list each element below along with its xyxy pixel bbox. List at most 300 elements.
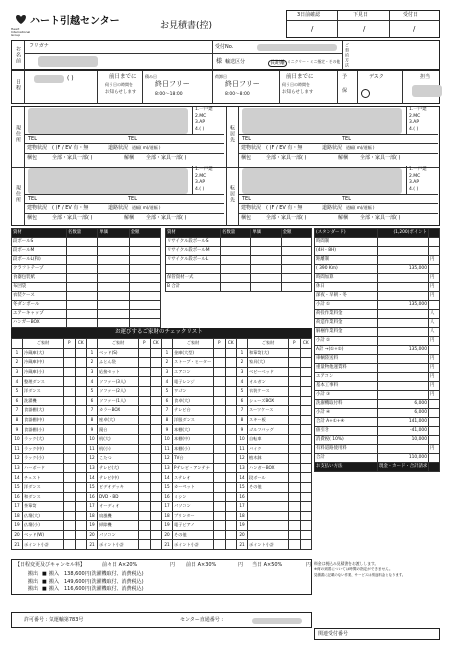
check-cell[interactable] (150, 511, 162, 521)
qty-cell (221, 265, 251, 274)
table-row (315, 400, 440, 409)
checklist-number: 17 (237, 502, 248, 512)
check-cell[interactable] (300, 463, 312, 473)
floor-option: 4.( ) (195, 186, 205, 192)
checklist-number: 9 (87, 425, 98, 435)
points-cell (289, 530, 301, 540)
check-cell[interactable] (225, 454, 237, 464)
amount-cell (281, 283, 311, 292)
checklist-number: 21 (237, 540, 248, 550)
points-cell (64, 367, 76, 377)
unit-cell (98, 319, 129, 328)
points-cell (214, 492, 226, 502)
check-cell[interactable] (225, 521, 237, 531)
check-cell[interactable] (75, 415, 87, 425)
name-section (11, 40, 440, 70)
table-row (12, 319, 161, 328)
unpack-scope: 全部・家具一部( ) (360, 215, 401, 221)
check-cell[interactable] (75, 530, 87, 540)
check-cell[interactable] (150, 502, 162, 512)
points-cell (214, 473, 226, 483)
price-label: 荷造作業料金 (315, 319, 378, 328)
check-cell[interactable] (300, 511, 312, 521)
price-value (378, 445, 429, 454)
table-row (12, 444, 312, 454)
price-label: 合計 (315, 454, 378, 463)
checklist-item (248, 492, 289, 502)
price-label: 値引き (315, 427, 378, 436)
table-row (12, 292, 161, 301)
check-cell[interactable] (300, 502, 312, 512)
check-cell[interactable] (300, 396, 312, 406)
check-cell[interactable] (75, 425, 87, 435)
checklist-item: スーツケース (248, 406, 289, 416)
check-cell[interactable] (75, 396, 87, 406)
checklist-item: 食器棚(大) (23, 406, 64, 416)
unpack-scope: 全部・家具一部( ) (146, 155, 187, 161)
road-label: 道路状況 (108, 205, 129, 211)
points-cell (64, 521, 76, 531)
checklist-item: TV台 (173, 454, 214, 464)
points-cell (139, 348, 151, 358)
checklist-item: ハンガーBOX (248, 463, 289, 473)
check-cell[interactable] (300, 386, 312, 396)
check-cell[interactable] (75, 492, 87, 502)
checklist-item: 洋服ダンス (173, 415, 214, 425)
table-row (315, 265, 440, 274)
checklist-header-cell: ご家財 (173, 339, 214, 349)
checklist-number: 4 (162, 377, 173, 387)
check-cell[interactable] (150, 530, 162, 540)
check-cell[interactable] (75, 358, 87, 368)
check-cell[interactable] (300, 540, 312, 550)
checklist-item: 家具(大) (248, 358, 289, 368)
checklist-number: 21 (87, 540, 98, 550)
table-row (315, 274, 440, 283)
check-cell[interactable] (300, 425, 312, 435)
points-cell (289, 406, 301, 416)
materials-header (12, 229, 161, 238)
price-value: 135,000 (378, 265, 429, 274)
check-cell[interactable] (150, 521, 162, 531)
table-row (315, 454, 440, 463)
points-cell (289, 396, 301, 406)
price-unit (429, 454, 440, 463)
check-cell[interactable] (150, 492, 162, 502)
table-row (12, 367, 312, 377)
table-row (166, 265, 312, 274)
checklist-header-cell: P (289, 339, 301, 349)
check-cell[interactable] (150, 425, 162, 435)
points-cell (214, 425, 226, 435)
amount-cell (129, 247, 160, 256)
price-label: 時間制 (315, 238, 378, 247)
points-cell (139, 530, 151, 540)
points-cell (64, 482, 76, 492)
checklist-number: 16 (162, 492, 173, 502)
checklist-number: 19 (162, 521, 173, 531)
check-cell[interactable] (150, 386, 162, 396)
points-cell (139, 463, 151, 473)
points-cell (289, 511, 301, 521)
material-name (166, 265, 221, 274)
check-cell[interactable] (225, 540, 237, 550)
points-cell (64, 502, 76, 512)
check-cell[interactable] (75, 386, 87, 396)
checklist-item: ラック(大) (23, 434, 64, 444)
check-cell[interactable] (75, 377, 87, 387)
amount-cell (129, 310, 160, 319)
points-cell (64, 463, 76, 473)
check-cell[interactable] (300, 482, 312, 492)
check-cell[interactable] (225, 425, 237, 435)
floor-option: 1.一戸建 (409, 167, 427, 172)
table-row (315, 229, 440, 238)
tantou-label: 担当 (420, 74, 431, 80)
checklist-number: 6 (87, 396, 98, 406)
checklist-item (248, 511, 289, 521)
line-text: 149,600円(洗濯機取付、消費税込) (64, 578, 144, 585)
checklist-number: 19 (12, 521, 23, 531)
checklist-title: お運びするご家財のチェックリスト (115, 329, 203, 335)
checklist-title-band (11, 328, 312, 338)
table-row (12, 492, 312, 502)
check-cell[interactable] (300, 434, 312, 444)
amount-cell (281, 274, 311, 283)
points-cell (139, 406, 151, 416)
company-small: Heart International Group (11, 27, 31, 37)
checklist-item: ゴルフバッグ (248, 425, 289, 435)
loading-time: 8:00〜18:00 (155, 92, 183, 97)
check-cell[interactable] (225, 511, 237, 521)
check-cell[interactable] (150, 415, 162, 425)
checklist-item: その他 (173, 530, 214, 540)
table-row (315, 382, 440, 391)
checklist-item: ソファー(3人) (98, 377, 139, 387)
checklist-number: 8 (237, 415, 248, 425)
road-label: 道路状況 (108, 145, 129, 151)
table-row (315, 247, 440, 256)
check-cell[interactable] (75, 406, 87, 416)
check-cell[interactable] (150, 454, 162, 464)
unit-cell (98, 265, 129, 274)
receipt-no-label: 受付No. (215, 44, 234, 50)
table-row (12, 301, 161, 310)
check-cell[interactable] (75, 348, 87, 358)
points-cell (214, 396, 226, 406)
checklist-header-cell: CK (300, 339, 312, 349)
table-row (315, 418, 440, 427)
points-cell (214, 454, 226, 464)
points-cell (139, 502, 151, 512)
check-cell[interactable] (300, 454, 312, 464)
check-cell[interactable] (225, 386, 237, 396)
note-3: 見積書に記載のない作業、サービスは別途料金となります。 (314, 573, 406, 577)
checklist-number: 19 (87, 521, 98, 531)
company-logo (14, 12, 28, 28)
floor-option: 1.一戸建 (195, 167, 213, 172)
points-cell (214, 502, 226, 512)
check-cell[interactable] (300, 348, 312, 358)
points-cell (139, 521, 151, 531)
checklist-number: 18 (162, 511, 173, 521)
checklist-number: 9 (12, 425, 23, 435)
notice-3: お知らせします (105, 90, 137, 95)
checklist-number: 11 (237, 444, 248, 454)
points-cell (64, 434, 76, 444)
checklist-item: プリンター (173, 511, 214, 521)
check-cell[interactable] (75, 473, 87, 483)
check-cell[interactable] (225, 492, 237, 502)
notice-2: 伺う日の時間を (105, 82, 133, 87)
points-cell (289, 434, 301, 444)
price-unit (429, 301, 440, 310)
checklist-item: ラック(中) (23, 444, 64, 454)
unit-cell (251, 283, 281, 292)
materials-header (166, 229, 312, 238)
points-cell (289, 386, 301, 396)
amount-cell (129, 301, 160, 310)
price-value (378, 310, 429, 319)
points-cell (289, 502, 301, 512)
price-unit: 円 (429, 256, 440, 265)
check-cell[interactable] (150, 434, 162, 444)
check-cell[interactable] (75, 511, 87, 521)
check-cell[interactable] (225, 434, 237, 444)
checklist-item: 食卓(大) (173, 396, 214, 406)
price-unit (429, 247, 440, 256)
checklist-number: 21 (12, 540, 23, 550)
check-cell[interactable] (150, 377, 162, 387)
check-cell[interactable] (75, 502, 87, 512)
floor-option: 2.MC (195, 173, 207, 179)
check-cell[interactable] (75, 540, 87, 550)
note-1: 料金は税込み見積書をお渡しします。 (314, 561, 379, 566)
checklist-number: 5 (12, 386, 23, 396)
center-number: センター直通番号 : (180, 617, 224, 623)
checklist-item: ポイント小計 (98, 540, 139, 550)
checklist-number: 11 (12, 444, 23, 454)
floor-option: 3.AP (409, 120, 420, 125)
floor-ev: ( )F / EV 有・無 (266, 145, 303, 151)
line-item: 搬入 (49, 586, 60, 592)
check-cell[interactable] (75, 434, 87, 444)
table-row (315, 283, 440, 292)
check-cell[interactable] (75, 444, 87, 454)
price-label: エアコン (315, 373, 378, 382)
points-cell (139, 540, 151, 550)
check-cell[interactable] (300, 415, 312, 425)
price-unit (429, 265, 440, 274)
table-row (315, 427, 440, 436)
line-item: 搬入 (49, 578, 60, 585)
notice2-2: 伺う日の時間を (282, 82, 310, 87)
price-value (378, 355, 429, 364)
check-cell[interactable] (150, 473, 162, 483)
check-cell[interactable] (225, 482, 237, 492)
price-unit (429, 238, 440, 247)
checklist-number: 6 (237, 396, 248, 406)
table-row (12, 238, 161, 247)
table-row (12, 310, 161, 319)
materials-header-cell: 資材 (166, 229, 221, 238)
check-cell[interactable] (150, 348, 162, 358)
qty-cell (221, 283, 251, 292)
name-redacted (38, 56, 98, 67)
checklist-item: チェスト (23, 473, 64, 483)
checklist-item: オーディオ (98, 502, 139, 512)
checklist-item: 応接セット (98, 367, 139, 377)
check-cell[interactable] (150, 358, 162, 368)
points-cell (214, 530, 226, 540)
points-cell (214, 463, 226, 473)
check-cell[interactable] (300, 406, 312, 416)
check-cell[interactable] (225, 415, 237, 425)
checklist-item (248, 502, 289, 512)
price-unit: 円 (429, 274, 440, 283)
price-unit: 円 (429, 337, 440, 346)
check-cell[interactable] (225, 502, 237, 512)
table-row (166, 283, 312, 292)
check-cell[interactable] (225, 348, 237, 358)
check-cell[interactable] (300, 358, 312, 368)
check-cell[interactable] (150, 444, 162, 454)
checklist-number: 15 (87, 482, 98, 492)
checklist-number: 18 (87, 511, 98, 521)
price-unit: 円 (429, 355, 440, 364)
checklist-number: 15 (162, 482, 173, 492)
checklist-number: 14 (162, 473, 173, 483)
check-cell[interactable] (225, 377, 237, 387)
check-cell[interactable] (225, 463, 237, 473)
points-cell (214, 386, 226, 396)
table-row (166, 247, 312, 256)
points-cell (64, 444, 76, 454)
table-row (315, 337, 440, 346)
line-text: 116,600円(洗濯機取付、消費税込) (64, 586, 144, 592)
amount-cell (281, 247, 311, 256)
price-label: 深夜・早朝・冬 (315, 292, 378, 301)
material-name: クラフトテープ (12, 265, 67, 274)
slash: / (363, 25, 366, 33)
checklist-item: 洗濯機 (23, 396, 64, 406)
floor-option: 3.AP (195, 180, 206, 185)
material-name: 布団袋 (12, 283, 67, 292)
price-label: 小計 ② (315, 337, 378, 346)
checklist-number: 9 (162, 425, 173, 435)
tel-label-2: TEL (342, 196, 351, 202)
pack-label: 梱包 (241, 155, 252, 161)
table-row (315, 436, 440, 445)
table-row (12, 425, 312, 435)
checklist-item: パソコン (98, 530, 139, 540)
price-value (378, 247, 429, 256)
points-cell (214, 434, 226, 444)
building-label: 建物状況 (241, 145, 262, 151)
unit-cell (98, 301, 129, 310)
checklist-number: 3 (237, 367, 248, 377)
table-row (12, 482, 312, 492)
check-cell[interactable] (225, 406, 237, 416)
checklist-item: ふとん袋 (98, 358, 139, 368)
points-cell (289, 463, 301, 473)
unloading-time: 8:00〜8:00 (225, 92, 250, 97)
price-unit: 円 (429, 391, 440, 400)
checklist-number: 20 (162, 530, 173, 540)
checklist-number: 20 (12, 530, 23, 540)
check-cell[interactable] (75, 521, 87, 531)
points-cell (139, 473, 151, 483)
name-label: お名前 (15, 46, 21, 64)
check-cell[interactable] (75, 463, 87, 473)
checklist-item: 金庫(大型) (173, 348, 214, 358)
check-cell[interactable] (300, 492, 312, 502)
checklist-header-cell: CK (150, 339, 162, 349)
points-cell (64, 415, 76, 425)
price-value (378, 382, 429, 391)
check-cell[interactable] (75, 454, 87, 464)
price-value: -41,000 (378, 427, 429, 436)
check-cell[interactable] (75, 367, 87, 377)
address-redacted (28, 168, 188, 194)
unpack-label: 解梱 (338, 155, 349, 161)
tel-label-2: TEL (128, 196, 137, 202)
unit-cell (98, 247, 129, 256)
check-cell[interactable] (150, 367, 162, 377)
checklist-item: ベッド(S) (98, 348, 139, 358)
tel-label-2: TEL (342, 136, 351, 142)
check-cell[interactable] (300, 444, 312, 454)
check-cell[interactable] (225, 530, 237, 540)
check-cell[interactable] (150, 396, 162, 406)
check-cell[interactable] (150, 482, 162, 492)
table-row (315, 391, 440, 400)
table-row (315, 445, 440, 454)
unit-cell (98, 283, 129, 292)
checklist-number: 1 (162, 348, 173, 358)
price-unit (429, 436, 440, 445)
checklist-item: ソファー(2人) (98, 386, 139, 396)
notice-1: 前日までに (109, 74, 137, 80)
checklist-number: 10 (237, 434, 248, 444)
check-cell[interactable] (225, 367, 237, 377)
check-cell[interactable] (225, 444, 237, 454)
checklist-number: 8 (87, 415, 98, 425)
table-row (12, 511, 312, 521)
check-cell[interactable] (75, 482, 87, 492)
check-cell[interactable] (225, 396, 237, 406)
points-cell (139, 511, 151, 521)
checklist-item: DVD・BD (98, 492, 139, 502)
check-cell[interactable] (150, 463, 162, 473)
check-cell[interactable] (300, 530, 312, 540)
check-cell[interactable] (225, 358, 237, 368)
checklist-item: 座卓(大) (98, 415, 139, 425)
check-cell[interactable] (150, 406, 162, 416)
checklist-number: 21 (162, 540, 173, 550)
price-label: 重量物他運賃料 (315, 364, 378, 373)
check-cell[interactable] (150, 540, 162, 550)
check-cell[interactable] (225, 473, 237, 483)
price-label: 合計 A+①+④ (315, 418, 378, 427)
check-cell[interactable] (300, 473, 312, 483)
checklist-item: エアコン (173, 367, 214, 377)
qty-cell (67, 247, 98, 256)
check-cell[interactable] (300, 377, 312, 387)
check-cell[interactable] (300, 367, 312, 377)
check-cell[interactable] (300, 521, 312, 531)
price-value (378, 274, 429, 283)
